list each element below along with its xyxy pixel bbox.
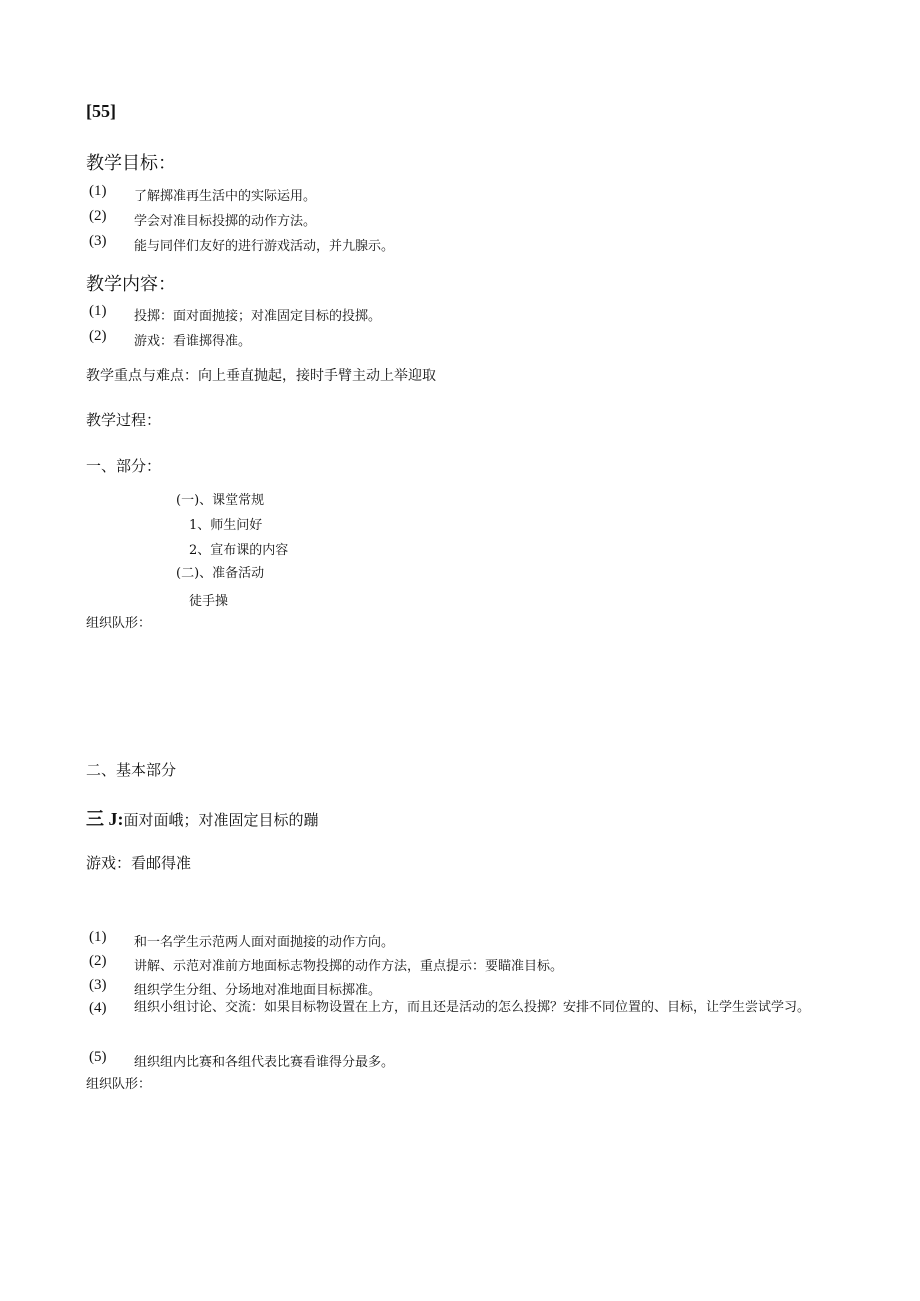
part1-sub2: (二)、准备活动 (176, 566, 265, 581)
part2-formation: 组织队形： (86, 1077, 152, 1092)
objective-number: (1) (89, 183, 107, 199)
objective-number: (3) (89, 233, 107, 249)
step-number: (5) (89, 1049, 107, 1065)
document-number: [55] (86, 101, 116, 121)
part1-sub1: (一)、课堂常规 (176, 493, 265, 508)
step-text: 和一名学生示范两人面对面抛接的动作方向。 (134, 935, 395, 950)
step-number: (1) (89, 929, 107, 945)
step-text: 组织组内比赛和各组代表比赛看谁得分最多。 (134, 1055, 395, 1070)
part2-activity-text: 面对面峨；对准固定目标的蹦 (123, 811, 319, 829)
step-text: 组织小组讨论、交流：如果目标物设置在上方，而且还是活动的怎么投掷？安排不同位置的、目标，让学生尝试学习。 (134, 1000, 811, 1015)
content-text: 游戏：看谁掷得准。 (134, 334, 252, 349)
content-number: (1) (89, 303, 107, 319)
part2-game: 游戏：看邮得准 (86, 854, 192, 872)
content-text: 投掷：面对面抛接；对准固定目标的投掷。 (134, 309, 382, 324)
part2-heading: 二、基本部分 (86, 761, 177, 779)
process-heading: 教学过程： (86, 411, 162, 429)
step-number: (2) (89, 953, 107, 969)
key-points: 教学重点与难点：向上垂直抛起，接时手臂主动上举迎取 (86, 368, 436, 384)
step-text: 讲解、示范对准前方地面标志物投掷的动作方法，重点提示：要瞄准目标。 (134, 959, 564, 974)
objective-text: 了解掷准再生活中的实际运用。 (134, 189, 317, 204)
part1-sub1-item: 1、师生问好 (189, 518, 263, 533)
objective-number: (2) (89, 208, 107, 224)
objectives-heading: 教学目标： (86, 153, 176, 174)
part1-sub2-item: 徒手操 (189, 594, 229, 609)
content-heading: 教学内容： (86, 274, 176, 295)
part1-sub1-item: 2、宣布课的内容 (189, 543, 289, 558)
step-number: (3) (89, 977, 107, 993)
step-number: (4) (89, 1000, 107, 1016)
part1-formation: 组织队形： (86, 616, 152, 631)
objective-text: 能与同伴们友好的进行游戏活动，并九腺示。 (134, 239, 395, 254)
part2-activity-line (86, 805, 319, 831)
content-number: (2) (89, 328, 107, 344)
step-text: 组织学生分组、分场地对准地面目标掷准。 (134, 983, 382, 998)
objective-text: 学会对准目标投掷的动作方法。 (134, 214, 317, 229)
part1-heading: 一、部分： (86, 457, 162, 475)
part2-activity-label: 三 J: (86, 809, 124, 829)
